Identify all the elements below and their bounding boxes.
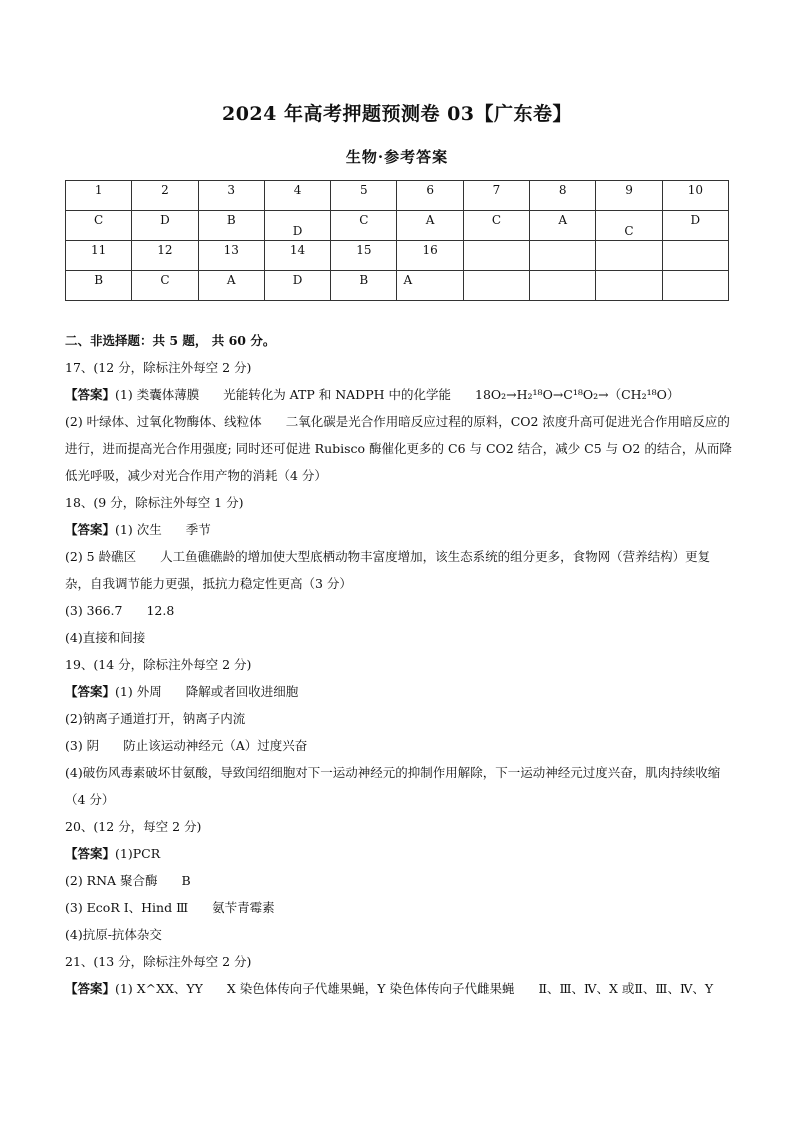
answer-cell: C (66, 211, 132, 241)
answer-cell (596, 271, 662, 301)
question-19-header: 19、(14 分，除标注外每空 2 分) (65, 657, 252, 672)
answer-text: 12.8 (146, 603, 175, 618)
question-number-cell: 14 (264, 241, 330, 271)
answer-text: B (181, 873, 191, 888)
answer-text: 防止该运动神经元（A）过度兴奋 (123, 738, 308, 753)
answer-label: 【答案】 (65, 522, 116, 537)
question-20-answer-1 (65, 840, 735, 867)
answer-text: X 染色体传向子代雄果蝇，Y 染色体传向子代雌果蝇 (226, 981, 515, 996)
answer-cell: D (264, 271, 330, 301)
answer-cell: C (463, 211, 529, 241)
question-number-cell: 8 (530, 181, 596, 211)
table-row (66, 211, 729, 241)
answer-text: (3) 366.7 (65, 603, 123, 618)
answer-cell (463, 271, 529, 301)
answer-text: (2) 5 龄礁区 (65, 549, 137, 564)
question-17-answer-1 (65, 381, 735, 408)
question-20-header: 20、(12 分，每空 2 分) (65, 819, 202, 834)
answer-text: 二氧化碳是光合作用暗反应过程的原料，CO2 浓度升高可促进光合作用暗反应的进行，进而提高光合作用强度; 同时还可促进 Rubisco 酶催化更多的 C6 与 CO2 结合，减少 C5 与 O2 的结合，从而降低光呼吸，减少对光合作用产物的消耗（4 分） (65, 414, 732, 483)
table-row (66, 181, 729, 211)
question-number-cell: 11 (66, 241, 132, 271)
answer-text: Ⅱ、Ⅲ、Ⅳ、X 或Ⅱ、Ⅲ、Ⅳ、Y (538, 981, 714, 996)
answer-cell: D (662, 211, 728, 241)
question-number-cell: 2 (132, 181, 198, 211)
question-number-cell: 15 (331, 241, 397, 271)
section-heading: 二、非选择题：共 5 题， 共 60 分。 (65, 333, 276, 348)
answer-text: 光能转化为 ATP 和 NADPH 中的化学能 (223, 387, 451, 402)
answer-cell: C (331, 211, 397, 241)
answer-text: (1) 类囊体薄膜 (115, 387, 200, 402)
question-number-cell: 7 (463, 181, 529, 211)
answer-text: 18O₂→H₂¹⁸O→C¹⁸O₂→（CH₂¹⁸O） (475, 387, 680, 402)
question-number-cell (662, 241, 728, 271)
answer-text: (3) EcoR Ⅰ、Hind Ⅲ (65, 900, 189, 915)
question-number-cell: 10 (662, 181, 728, 211)
question-number-cell: 13 (198, 241, 264, 271)
answer-label: 【答案】 (65, 684, 116, 699)
question-number-cell: 3 (198, 181, 264, 211)
answer-cell: B (66, 271, 132, 301)
question-18-answer-1 (65, 516, 735, 543)
answer-text: (1) 次生 (115, 522, 162, 537)
answer-cell: C (132, 271, 198, 301)
multiple-choice-answer-table (65, 180, 729, 301)
answer-label: 【答案】 (65, 981, 116, 996)
answer-text: 季节 (185, 522, 211, 537)
question-21-header: 21、(13 分，除标注外每空 2 分) (65, 954, 252, 969)
answer-text: (1)PCR (115, 846, 161, 861)
question-19-answer-3 (65, 732, 735, 759)
answer-text: 人工鱼礁礁龄的增加使大型底栖动物丰富度增加，该生态系统的组分更多，食物网（营养结构）更复杂，自我调节能力更强，抵抗力稳定性更高（3 分） (65, 549, 711, 591)
answer-cell: D (132, 211, 198, 241)
answer-cell: A (397, 211, 463, 241)
answer-text: (2) RNA 聚合酶 (65, 873, 158, 888)
answer-text: (1) 外周 (115, 684, 162, 699)
question-number-cell: 16 (397, 241, 463, 271)
question-number-cell: 1 (66, 181, 132, 211)
question-number-cell: 9 (596, 181, 662, 211)
table-row (66, 241, 729, 271)
table-row (66, 271, 729, 301)
question-17-header: 17、(12 分，除标注外每空 2 分) (65, 360, 252, 375)
page-title: 2024 年高考押题预测卷 03【广东卷】 (221, 103, 573, 125)
answer-text: (1) X^XX、YY (115, 981, 203, 996)
answer-cell: A (530, 211, 596, 241)
answer-text: (2) 叶绿体、过氧化物酶体、线粒体 (65, 414, 262, 429)
question-18-answer-3 (65, 597, 735, 624)
answer-cell: C (596, 211, 662, 241)
question-18-answer-4: (4)直接和间接 (65, 630, 146, 645)
answer-cell (662, 271, 728, 301)
answer-cell: B (331, 271, 397, 301)
question-18-answer-2 (65, 543, 735, 597)
answer-text: 氨苄青霉素 (212, 900, 275, 915)
answer-cell: B (198, 211, 264, 241)
question-19-answer-2: (2)钠离子通道打开，钠离子内流 (65, 711, 246, 726)
question-18-header: 18、(9 分，除标注外每空 1 分) (65, 495, 244, 510)
non-choice-answers (65, 327, 735, 1002)
answer-cell (530, 271, 596, 301)
answer-cell: D (264, 211, 330, 241)
question-17-answer-2 (65, 408, 735, 489)
answer-text: 降解或者回收进细胞 (185, 684, 299, 699)
question-number-cell (596, 241, 662, 271)
answer-label: 【答案】 (65, 846, 116, 861)
question-20-answer-4: (4)抗原-抗体杂交 (65, 927, 162, 942)
question-number-cell (463, 241, 529, 271)
question-number-cell: 12 (132, 241, 198, 271)
question-19-answer-4: (4)破伤风毒素破坏甘氨酸，导致闰绍细胞对下一运动神经元的抑制作用解除，下一运动神经元过度兴奋，肌肉持续收缩（4 分） (65, 765, 721, 807)
page-subtitle: 生物·参考答案 (345, 148, 449, 166)
answer-cell: A (397, 271, 463, 301)
question-21-answer-1 (65, 975, 735, 1002)
answer-label: 【答案】 (65, 387, 116, 402)
answer-cell: A (198, 271, 264, 301)
question-number-cell (530, 241, 596, 271)
question-20-answer-2 (65, 867, 735, 894)
answer-text: (3) 阴 (65, 738, 100, 753)
question-19-answer-1 (65, 678, 735, 705)
question-20-answer-3 (65, 894, 735, 921)
question-number-cell: 6 (397, 181, 463, 211)
question-number-cell: 5 (331, 181, 397, 211)
question-number-cell: 4 (264, 181, 330, 211)
